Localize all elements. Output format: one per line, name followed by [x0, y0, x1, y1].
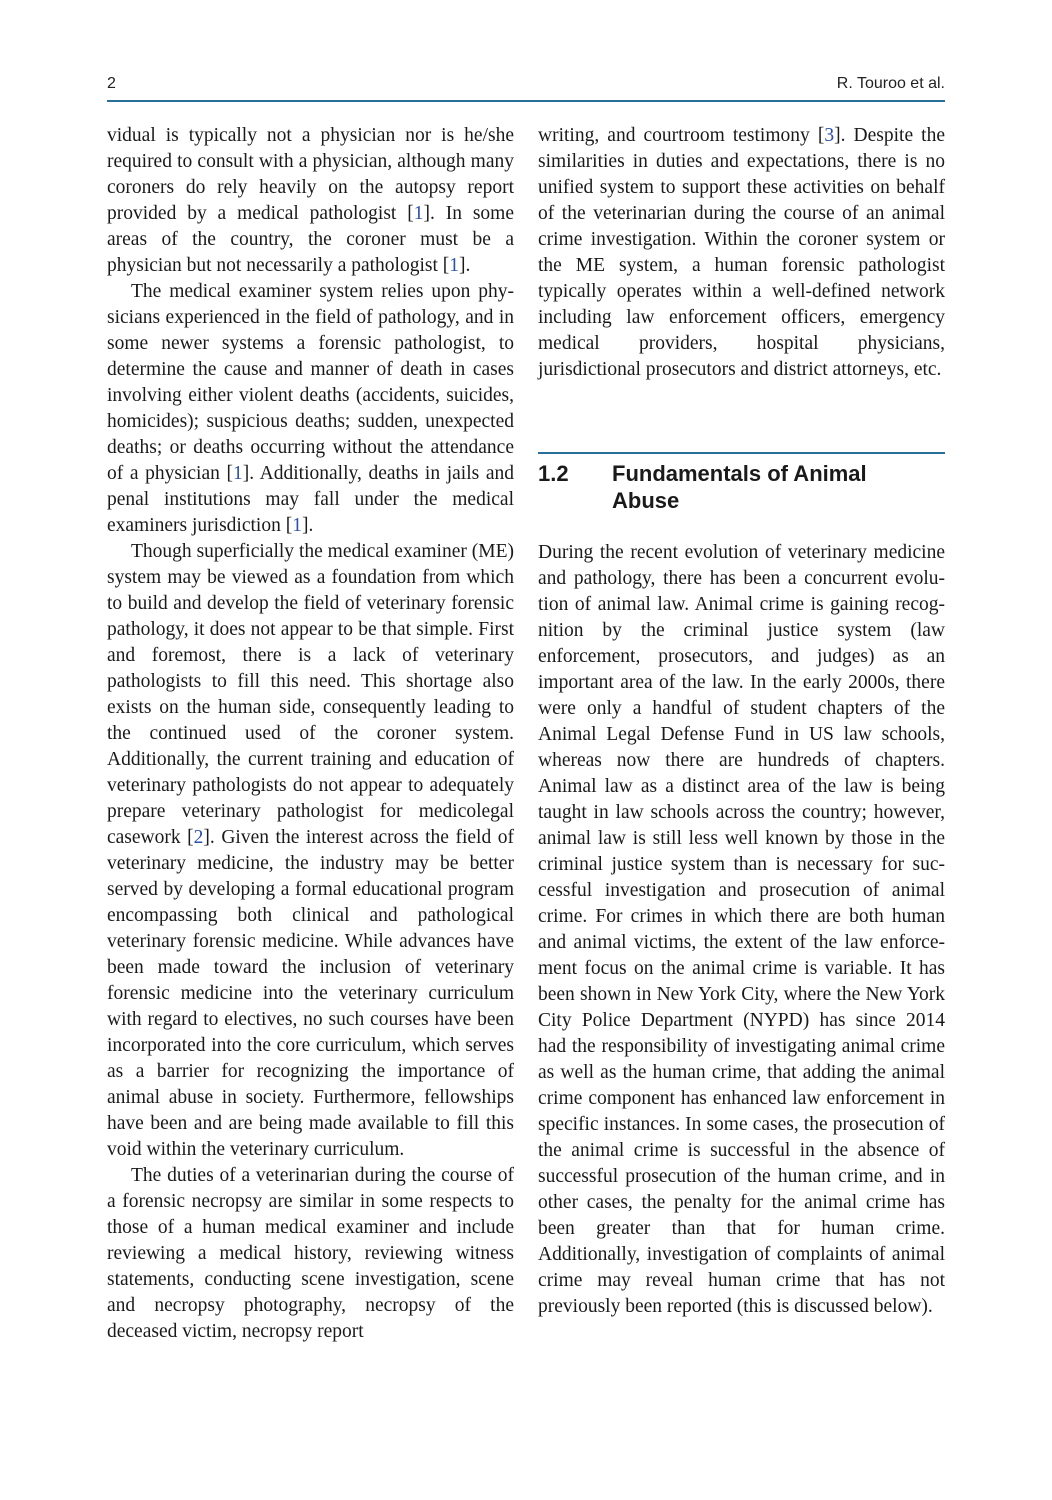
paragraph-text: ].: [301, 515, 314, 536]
header-rule: [107, 100, 945, 102]
paragraph-text: ]. In some areas of the country, the coroner must be a physician but not necessarily a pathologist [: [107, 203, 514, 276]
running-head-authors: R. Touroo et al.: [836, 75, 945, 92]
paragraph-text: ].: [459, 255, 471, 276]
section-rule: [538, 452, 945, 454]
paragraph-text: ]. Despite the similarities in duties and expectations, there is no unified system to support these activities on behalf of the veterinarian during the course of an animal crime investigation. Within the coroner system or the ME system, a human forensic pathologist typically operates within a well-defined network including law enforcement officers, emergency medical providers, hospital physicians, jurisdictional prosecutors and district attorneys, etc.: [538, 125, 945, 380]
left-column: [107, 123, 514, 1345]
paragraph: [107, 539, 514, 1163]
right-column-upper: [538, 123, 945, 383]
section-title: Fundamentals of Animal Abuse: [612, 461, 867, 513]
paragraph-text: ]. Additionally, deaths in jails and penal institutions may fall under the medical examiners jurisdiction [: [107, 463, 514, 536]
citation-link[interactable]: 1: [449, 255, 460, 276]
section-number: 1.2: [538, 461, 569, 486]
paragraph: [107, 123, 514, 279]
paragraph: [107, 279, 514, 539]
paragraph: [538, 123, 945, 383]
paragraph-text: The duties of a veterinarian during the course of a forensic necropsy are similar in some respects to those of a human medical examiner and include reviewing a medical history, reviewing witness statements, conducting scene investigation, scene and necropsy photography, necropsy of the deceased victim, necropsy report: [107, 1165, 514, 1342]
page-number: 2: [107, 75, 116, 92]
right-column-lower: [538, 540, 945, 1320]
citation-link[interactable]: 1: [233, 463, 243, 484]
paragraph-text: Though superficially the medical examiner (ME) system may be viewed as a foundation from which to build and develop the field of veterinary forensic pathology, it does not appear to be that simple. First and foremost, there is a lack of veterinary pathologists to fill this need. This shortage also exists on the human side, consequently leading to the continued used of the coroner system. Additionally, the current training and education of veterinary pathologists do not appear to adequately prepare veterinary pathologist for medicolegal casework [: [107, 541, 514, 848]
paragraph-text: During the recent evolution of veterinary medicine and pathology, there has been a concurrent evolution of animal law. Animal crime is gaining recognition by the criminal justice system (law enforcement, prosecutors, and judges) as an important area of the law. In the early 2000s, there were only a handful of student chapters of the Animal Legal Defense Fund in US law schools, whereas now there are hundreds of chapters. Animal law as a distinct area of the law is being taught in law schools across the country; however, animal law is still less well known by those in the criminal justice system than is necessary for successful investigation and prosecution of animal crime. For crimes in which there are both human and animal victims, the extent of the law enforcement focus on the animal crime is variable. It has been shown in New York City, where the New York City Police Department (NYPD) has since 2014 had the responsibility of investigating animal crime as well as the human crime, that adding the animal crime component has enhanced law enforcement in specific instances. In some cases, the prosecution of the animal crime is successful in the absence of successful prosecution of the human crime, and in other cases, the penalty for the animal crime has been greater than that for human crime. Additionally, investigation of complaints of animal crime may reveal human crime that has not previously been reported (this is discussed below).: [538, 542, 945, 1317]
paragraph: [107, 1163, 514, 1345]
paragraph-text: writing, and courtroom testimony [: [538, 125, 825, 146]
citation-link[interactable]: 2: [193, 827, 204, 848]
paragraph-text: The medical examiner system relies upon physicians experienced in the field of pathology, and in some newer systems a forensic pathologist, to determine the cause and manner of death in cases involving either violent deaths (accidents, suicides, homicides); suspicious deaths; sudden, unexpected deaths; or deaths occurring without the attendance of a physician [: [107, 281, 514, 484]
citation-link[interactable]: 1: [292, 515, 302, 536]
running-head: [107, 72, 945, 96]
citation-link[interactable]: 1: [413, 203, 424, 224]
paragraph-text: vidual is typically not a physician nor is he/she required to consult with a physician, although many coroners do rely heavily on the autopsy report provided by a medical pathologist [: [107, 125, 514, 224]
citation-link[interactable]: 3: [824, 125, 835, 146]
paragraph: [538, 540, 945, 1320]
paragraph-text: ]. Given the interest across the field of veterinary medicine, the industry may be better served by developing a formal educational program encompassing both clinical and pathological veterinary forensic medicine. While advances have been made toward the inclusion of veterinary forensic medicine into the veterinary curriculum with regard to electives, no such courses have been incorporated into the core curriculum, which serves as a barrier for recognizing the importance of animal abuse in society. Furthermore, fellowships have been and are being made available to fill this void within the veterinary curriculum.: [107, 827, 514, 1160]
